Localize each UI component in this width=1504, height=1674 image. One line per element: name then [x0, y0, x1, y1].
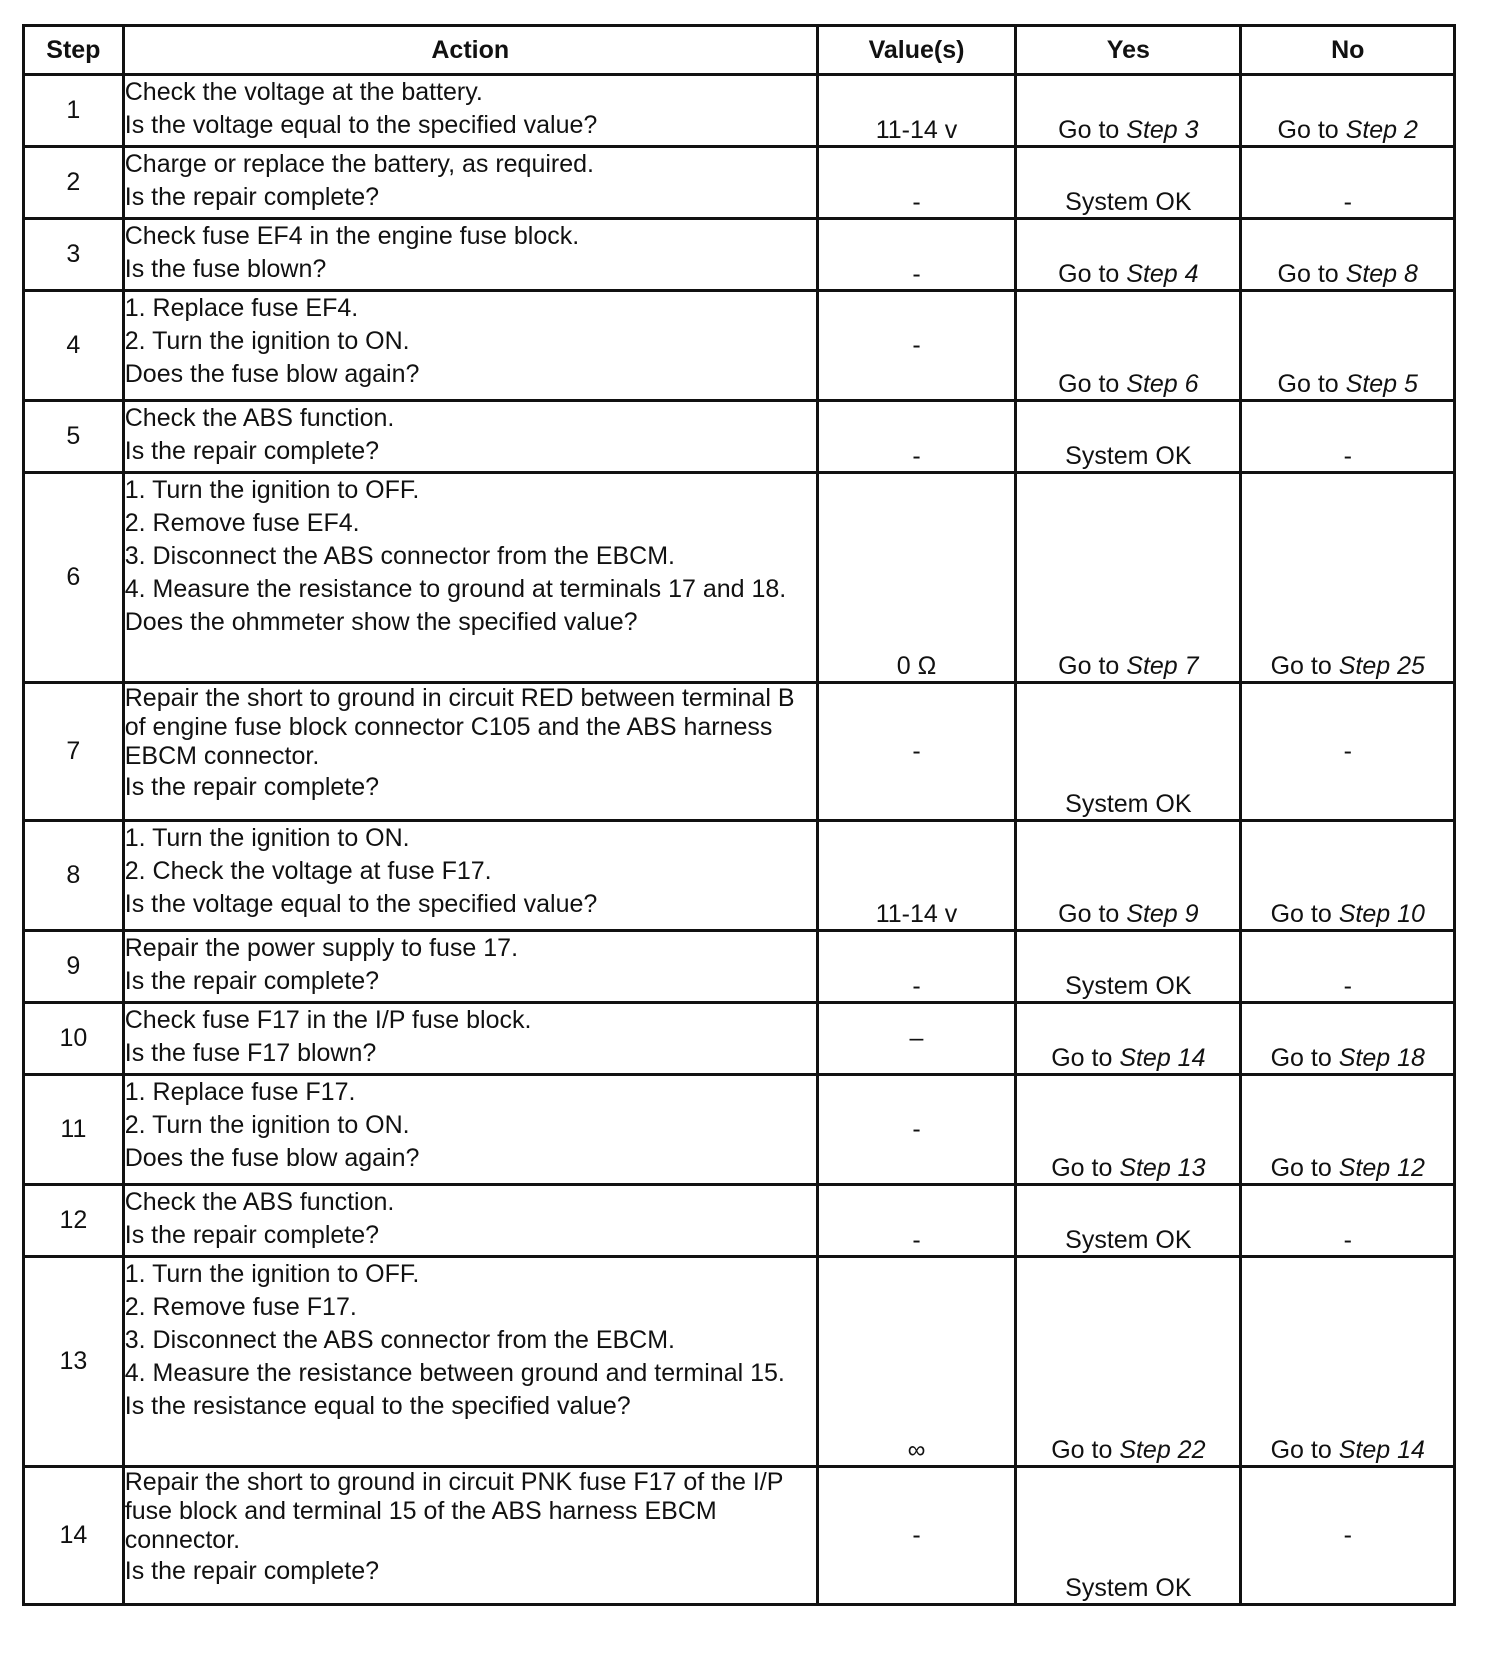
table-row: [24, 473, 1455, 683]
action-cell: [123, 1075, 817, 1185]
no-cell: -: [1241, 401, 1455, 473]
goto-step: Step 6: [1126, 370, 1199, 398]
action-line: 2. Remove fuse F17.: [124, 1293, 357, 1321]
yes-cell: [1016, 75, 1241, 147]
step-number: 9: [24, 931, 124, 1003]
action-cell: [123, 473, 817, 683]
step-number: 13: [24, 1257, 124, 1467]
action-line: Is the voltage equal to the specified value?: [124, 890, 598, 918]
value-cell: 11-14 v: [817, 821, 1015, 931]
action-cell: [123, 931, 817, 1003]
table-row: [24, 219, 1455, 291]
action-cell: [123, 291, 817, 401]
goto-step: Step 14: [1338, 1436, 1425, 1464]
goto-prefix: Go to: [1051, 1154, 1113, 1182]
goto-prefix: Go to: [1277, 370, 1339, 398]
action-cell: [123, 1185, 817, 1257]
value-cell: -: [817, 931, 1015, 1003]
action-line: Repair the short to ground in circuit RED between terminal B of engine fuse block connector C105 and the ABS harness EBCM connector.: [124, 684, 795, 770]
action-line: Is the fuse F17 blown?: [124, 1039, 377, 1067]
goto-prefix: Go to: [1058, 370, 1120, 398]
action-line: Is the resistance equal to the specified value?: [124, 1392, 631, 1420]
yes-cell: [1016, 1075, 1241, 1185]
table-row: [24, 1075, 1455, 1185]
yes-cell: System OK: [1016, 1467, 1241, 1605]
goto-prefix: Go to: [1051, 1044, 1113, 1072]
action-line: Is the voltage equal to the specified value?: [124, 111, 598, 139]
action-line: 1. Replace fuse EF4.: [124, 294, 359, 322]
action-cell: [123, 683, 817, 821]
goto-prefix: Go to: [1058, 116, 1120, 144]
action-line: Is the repair complete?: [124, 1221, 380, 1249]
step-number: 12: [24, 1185, 124, 1257]
action-line: Is the repair complete?: [124, 967, 380, 995]
action-line: 1. Turn the ignition to OFF.: [124, 1260, 420, 1288]
value-cell: 0 Ω: [817, 473, 1015, 683]
table-row: [24, 931, 1455, 1003]
yes-cell: System OK: [1016, 401, 1241, 473]
step-number: 3: [24, 219, 124, 291]
table-row: [24, 401, 1455, 473]
action-cell: [123, 1003, 817, 1075]
goto-step: Step 10: [1338, 900, 1425, 928]
action-line: 3. Disconnect the ABS connector from the EBCM.: [124, 1326, 676, 1354]
yes-cell: [1016, 821, 1241, 931]
goto-prefix: Go to: [1270, 652, 1332, 680]
value-cell: ∞: [817, 1257, 1015, 1467]
action-line: Does the fuse blow again?: [124, 360, 420, 388]
value-cell: –: [817, 1003, 1015, 1075]
no-cell: [1241, 1003, 1455, 1075]
value-cell: -: [817, 683, 1015, 821]
goto-step: Step 3: [1126, 116, 1199, 144]
value-cell: -: [817, 147, 1015, 219]
goto-step: Step 12: [1338, 1154, 1425, 1182]
action-line: 2. Turn the ignition to ON.: [124, 327, 410, 355]
header-step: Step: [24, 26, 124, 75]
no-cell: -: [1241, 147, 1455, 219]
table-row: [24, 1257, 1455, 1467]
value-cell: -: [817, 1467, 1015, 1605]
action-line: Check fuse F17 in the I/P fuse block.: [124, 1006, 532, 1034]
action-cell: [123, 75, 817, 147]
table-row: [24, 683, 1455, 821]
table-row: [24, 291, 1455, 401]
table-row: [24, 1467, 1455, 1605]
yes-cell: System OK: [1016, 683, 1241, 821]
step-number: 8: [24, 821, 124, 931]
action-line: 1. Turn the ignition to OFF.: [124, 476, 420, 504]
step-number: 1: [24, 75, 124, 147]
action-cell: [123, 821, 817, 931]
action-line: Repair the power supply to fuse 17.: [124, 934, 519, 962]
goto-step: Step 2: [1345, 116, 1418, 144]
no-cell: [1241, 75, 1455, 147]
goto-prefix: Go to: [1270, 1154, 1332, 1182]
action-line: 4. Measure the resistance to ground at terminals 17 and 18.: [124, 575, 787, 603]
header-no: No: [1241, 26, 1455, 75]
header-yes: Yes: [1016, 26, 1241, 75]
table-row: [24, 1003, 1455, 1075]
no-cell: -: [1241, 931, 1455, 1003]
action-line: Is the fuse blown?: [124, 255, 327, 283]
step-number: 7: [24, 683, 124, 821]
goto-step: Step 18: [1338, 1044, 1425, 1072]
action-cell: [123, 1257, 817, 1467]
goto-prefix: Go to: [1270, 1436, 1332, 1464]
action-cell: [123, 147, 817, 219]
goto-step: Step 25: [1338, 652, 1425, 680]
action-line: Check the ABS function.: [124, 404, 395, 432]
goto-step: Step 4: [1126, 260, 1199, 288]
goto-prefix: Go to: [1058, 900, 1120, 928]
value-cell: -: [817, 1075, 1015, 1185]
action-line: 3. Disconnect the ABS connector from the EBCM.: [124, 542, 676, 570]
action-line: Does the ohmmeter show the specified value?: [124, 608, 638, 636]
step-number: 11: [24, 1075, 124, 1185]
step-number: 2: [24, 147, 124, 219]
goto-prefix: Go to: [1270, 1044, 1332, 1072]
action-line: 2. Remove fuse EF4.: [124, 509, 360, 537]
action-line: 2. Check the voltage at fuse F17.: [124, 857, 492, 885]
action-line: 1. Turn the ignition to ON.: [124, 824, 410, 852]
goto-step: Step 5: [1345, 370, 1418, 398]
value-cell: -: [817, 1185, 1015, 1257]
action-line: 2. Turn the ignition to ON.: [124, 1111, 410, 1139]
value-cell: -: [817, 401, 1015, 473]
no-cell: -: [1241, 1467, 1455, 1605]
action-line: Is the repair complete?: [124, 437, 380, 465]
no-cell: -: [1241, 683, 1455, 821]
no-cell: [1241, 1075, 1455, 1185]
yes-cell: [1016, 291, 1241, 401]
action-line: Charge or replace the battery, as required.: [124, 150, 594, 178]
goto-prefix: Go to: [1058, 260, 1120, 288]
yes-cell: [1016, 473, 1241, 683]
goto-step: Step 22: [1119, 1436, 1206, 1464]
action-line: Repair the short to ground in circuit PNK fuse F17 of the I/P fuse block and terminal 15 of the ABS harness EBCM connector.: [124, 1468, 783, 1554]
value-cell: 11-14 v: [817, 75, 1015, 147]
goto-step: Step 7: [1126, 652, 1199, 680]
yes-cell: System OK: [1016, 1185, 1241, 1257]
goto-step: Step 8: [1345, 260, 1418, 288]
action-line: Is the repair complete?: [124, 183, 380, 211]
table-row: [24, 821, 1455, 931]
table-row: [24, 1185, 1455, 1257]
goto-step: Step 14: [1119, 1044, 1206, 1072]
action-line: Is the repair complete?: [124, 773, 380, 801]
value-cell: -: [817, 291, 1015, 401]
goto-prefix: Go to: [1051, 1436, 1113, 1464]
action-cell: [123, 219, 817, 291]
step-number: 14: [24, 1467, 124, 1605]
no-cell: -: [1241, 1185, 1455, 1257]
goto-prefix: Go to: [1277, 116, 1339, 144]
action-line: Is the repair complete?: [124, 1557, 380, 1585]
table-row: [24, 75, 1455, 147]
yes-cell: System OK: [1016, 147, 1241, 219]
step-number: 4: [24, 291, 124, 401]
action-cell: [123, 401, 817, 473]
no-cell: [1241, 821, 1455, 931]
yes-cell: System OK: [1016, 931, 1241, 1003]
goto-prefix: Go to: [1058, 652, 1120, 680]
step-number: 5: [24, 401, 124, 473]
goto-step: Step 13: [1119, 1154, 1206, 1182]
table-row: [24, 147, 1455, 219]
no-cell: [1241, 473, 1455, 683]
no-cell: [1241, 219, 1455, 291]
value-cell: -: [817, 219, 1015, 291]
no-cell: [1241, 1257, 1455, 1467]
action-line: Check the voltage at the battery.: [124, 78, 483, 106]
goto-prefix: Go to: [1270, 900, 1332, 928]
header-row: [24, 26, 1455, 75]
yes-cell: [1016, 219, 1241, 291]
no-cell: [1241, 291, 1455, 401]
header-action: Action: [123, 26, 817, 75]
action-line: 1. Replace fuse F17.: [124, 1078, 356, 1106]
yes-cell: [1016, 1257, 1241, 1467]
diagnostic-table: [22, 24, 1456, 1606]
header-values: Value(s): [817, 26, 1015, 75]
goto-step: Step 9: [1126, 900, 1199, 928]
action-line: Check fuse EF4 in the engine fuse block.: [124, 222, 580, 250]
action-line: Check the ABS function.: [124, 1188, 395, 1216]
step-number: 6: [24, 473, 124, 683]
action-cell: [123, 1467, 817, 1605]
goto-prefix: Go to: [1277, 260, 1339, 288]
action-line: Does the fuse blow again?: [124, 1144, 420, 1172]
action-line: 4. Measure the resistance between ground and terminal 15.: [124, 1359, 785, 1387]
step-number: 10: [24, 1003, 124, 1075]
yes-cell: [1016, 1003, 1241, 1075]
